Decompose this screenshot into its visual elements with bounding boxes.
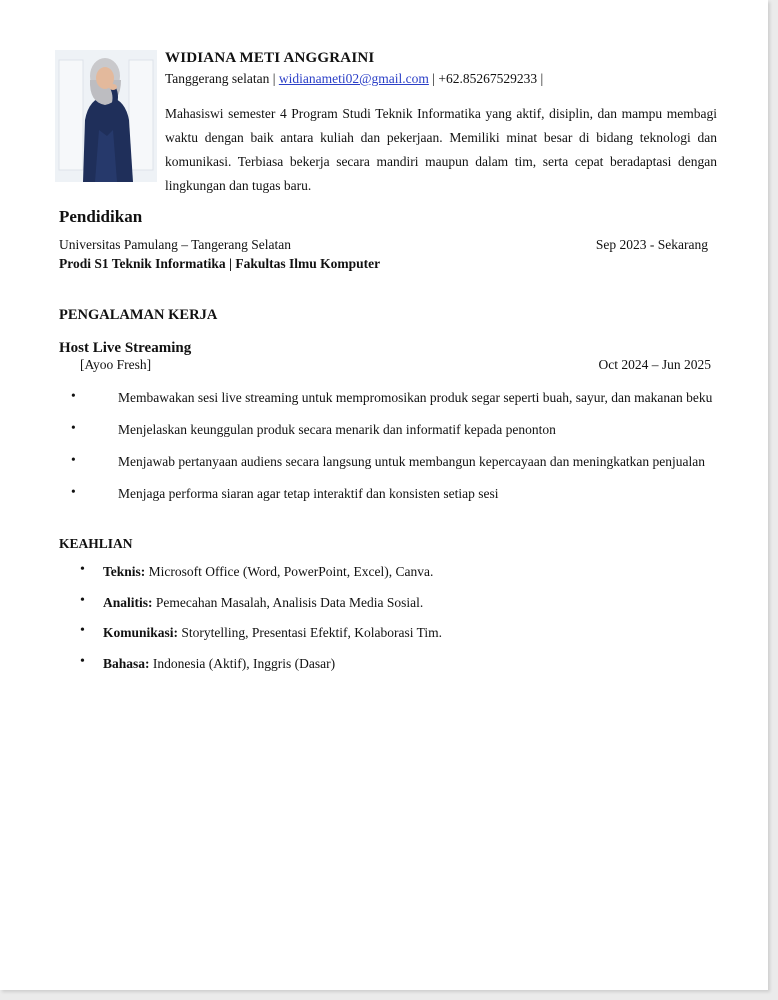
separator: | [428,71,439,86]
job-title: Host Live Streaming [59,340,192,356]
skill-text [103,625,442,641]
separator: | [269,71,279,86]
skill-value: Microsoft Office (Word, PowerPoint, Excel), Canva. [145,564,434,579]
education-institution: Universitas Pamulang – Tangerang Selatan [59,237,291,252]
bullet-icon: • [71,484,76,499]
skill-value: Storytelling, Presentasi Efektif, Kolaborasi Tim. [178,625,443,640]
education-heading: Pendidikan [59,207,143,226]
bullet-icon: • [71,420,76,435]
skills-heading: KEAHLIAN [59,536,133,551]
skill-text [103,595,423,611]
separator: | [537,71,544,86]
profile-photo [55,50,157,182]
bullet-icon: • [80,623,85,638]
bullet-icon: • [80,653,85,669]
duty-text: Menjelaskan keunggulan produk secara menarik dan informatif kepada penonton [118,422,556,437]
skill-text [103,656,335,672]
education-program: Prodi S1 Teknik Informatika | Fakultas Ilmu Komputer [59,256,381,271]
email-link[interactable]: widianameti02@gmail.com [278,71,429,86]
person-portrait-icon [55,50,157,182]
skill-label: Bahasa: [103,655,150,671]
bullet-icon: • [80,592,85,608]
bullet-icon: • [80,562,85,577]
duty-text: Menjawab pertanyaan audiens secara langsung untuk membangun kepercayaan dan meningkatkan penjualan [118,454,706,469]
bullet-icon: • [71,452,76,467]
skill-label: Teknis: [103,564,146,579]
experience-heading: PENGALAMAN KERJA [59,307,218,323]
job-date: Oct 2024 – Jun 2025 [598,357,711,372]
bullet-icon: • [71,388,76,403]
duty-text: Membawakan sesi live streaming untuk mempromosikan produk segar seperti buah, sayur, dan makanan beku [118,390,713,405]
job-company: [Ayoo Fresh] [80,357,152,372]
phone: +62.85267529233 [438,71,538,86]
education-date: Sep 2023 - Sekarang [595,237,708,252]
skill-label: Analitis: [103,594,153,610]
duty-text: Menjaga performa siaran agar tetap interaktif dan konsisten setiap sesi [118,486,499,501]
contact-line [165,71,543,87]
profile-summary: Mahasiswi semester 4 Program Studi Teknik Informatika yang aktif, disiplin, dan mampu membagi waktu dengan baik antara kuliah dan pekerjaan. Memiliki minat besar di bidang teknologi dan komunikasi. Terbiasa bekerja secara mandiri maupun dalam tim, serta cepat beradaptasi dengan lingkungan dan tugas baru. [165,106,717,193]
skill-text [103,564,433,580]
candidate-name: WIDIANA METI ANGGRAINI [165,50,375,66]
skill-label: Komunikasi: [103,625,179,640]
skill-value: Indonesia (Aktif), Inggris (Dasar) [149,655,336,671]
skill-value: Pemecahan Masalah, Analisis Data Media Sosial. [152,594,424,610]
location: Tanggerang selatan [165,71,270,86]
